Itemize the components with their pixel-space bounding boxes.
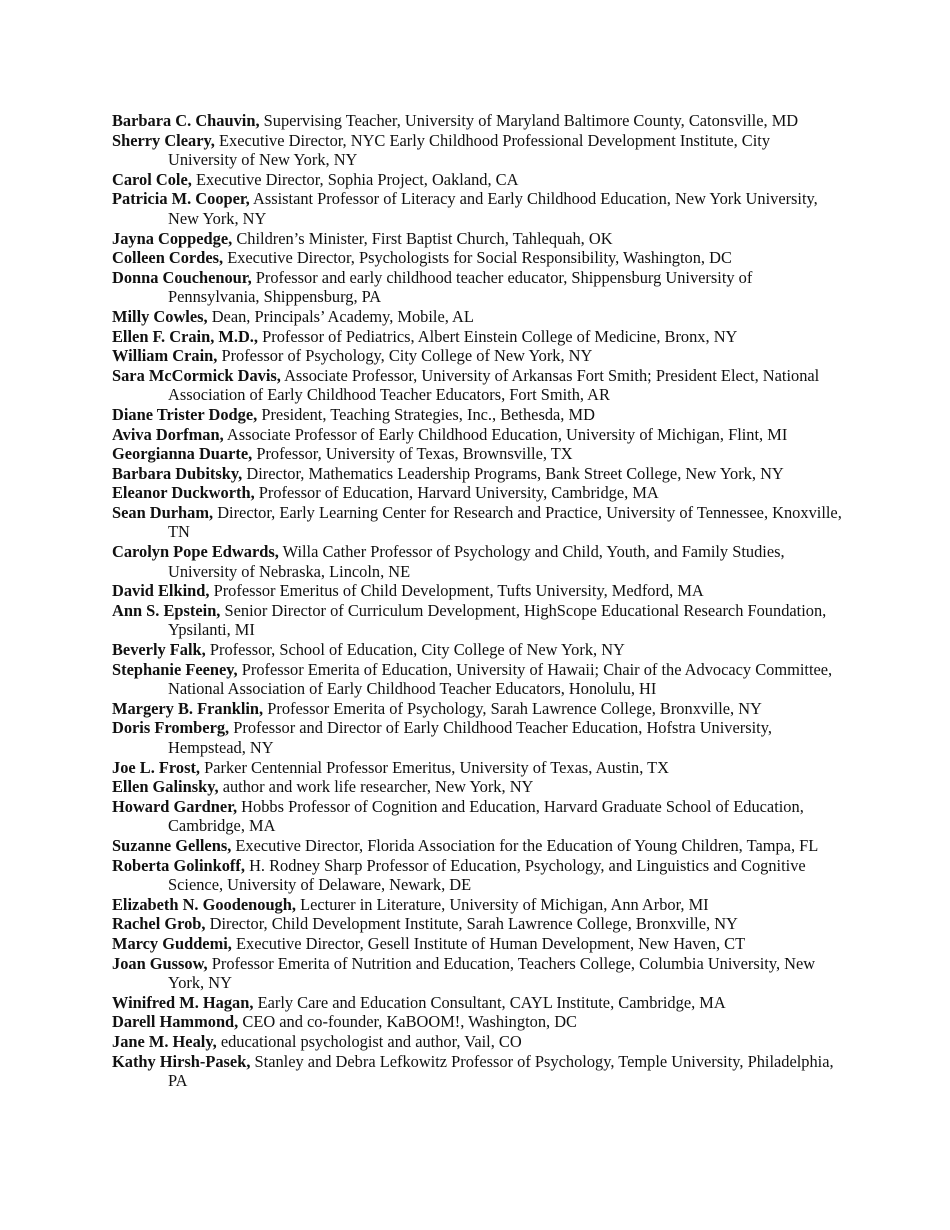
signatory-name: Sherry Cleary, [112, 130, 215, 150]
signatory-entry [112, 268, 842, 307]
signatory-entry [112, 718, 842, 757]
signatory-name: Ellen F. Crain, M.D., [112, 326, 259, 346]
signatory-description: President, Teaching Strategies, Inc., Bethesda, MD [261, 404, 595, 424]
signatory-entry [112, 836, 842, 856]
signatory-entry [112, 1032, 842, 1052]
signatory-name: Eleanor Duckworth, [112, 483, 255, 503]
signatory-entry [112, 640, 842, 660]
signatory-name: Milly Cowles, [112, 306, 208, 326]
signatory-entry [112, 581, 842, 601]
signatory-description: Associate Professor of Early Childhood Education, University of Michigan, Flint, MI [226, 424, 788, 444]
signatory-name: Joan Gussow, [112, 953, 208, 973]
signatory-description: author and work life researcher, New York, NY [222, 777, 534, 797]
signatory-description: Executive Director, Gesell Institute of Human Development, New Haven, CT [236, 933, 746, 953]
signatory-description: Executive Director, Florida Association for the Education of Young Children, Tampa, FL [235, 835, 819, 855]
signatory-name: Rachel Grob, [112, 914, 206, 934]
signatory-name: Sara McCormick Davis, [112, 365, 281, 385]
signatory-name: William Crain, [112, 346, 218, 366]
signatory-description: Professor of Pediatrics, Albert Einstein College of Medicine, Bronx, NY [262, 326, 738, 346]
signatory-entry [112, 993, 842, 1013]
signatory-entry [112, 248, 842, 268]
signatory-description: Senior Director of Curriculum Development, HighScope Educational Research Foundation, Ypsilanti, MI [168, 600, 827, 640]
signatory-name: Suzanne Gellens, [112, 835, 232, 855]
signatory-name: Joe L. Frost, [112, 757, 201, 777]
signatory-description: Parker Centennial Professor Emeritus, University of Texas, Austin, TX [204, 757, 669, 777]
signatory-entry [112, 699, 842, 719]
signatory-entry [112, 914, 842, 934]
signatory-entry [112, 131, 842, 170]
signatory-name: David Elkind, [112, 581, 210, 601]
signatory-entry [112, 464, 842, 484]
signatory-entry [112, 797, 842, 836]
signatory-entry [112, 307, 842, 327]
signatory-description: Professor Emerita of Nutrition and Education, Teachers College, Columbia University, New York, NY [168, 953, 816, 993]
signatory-entry [112, 895, 842, 915]
signatory-description: Professor, University of Texas, Brownsville, TX [256, 444, 573, 464]
signatory-entry [112, 1052, 842, 1091]
signatory-description: Assistant Professor of Literacy and Early Childhood Education, New York University, New York, NY [168, 189, 818, 228]
signatory-name: Aviva Dorfman, [112, 424, 224, 444]
signatory-name: Georgianna Duarte, [112, 444, 253, 464]
signatory-name: Marcy Guddemi, [112, 933, 232, 953]
signatory-entry [112, 758, 842, 778]
signatory-description: Executive Director, Sophia Project, Oakland, CA [195, 169, 519, 189]
signatory-name: Barbara Dubitsky, [112, 463, 243, 483]
signatory-name: Jayna Coppedge, [112, 228, 233, 248]
signatory-description: Executive Director, NYC Early Childhood Professional Development Institute, City University of New York, NY [168, 130, 771, 170]
signatory-entry [112, 954, 842, 993]
signatory-entry [112, 346, 842, 366]
signatory-name: Roberta Golinkoff, [112, 855, 245, 875]
signatory-entry [112, 444, 842, 464]
signatory-name: Colleen Cordes, [112, 248, 224, 268]
signatory-description: Willa Cather Professor of Psychology and Child, Youth, and Family Studies, University of Nebraska, Lincoln, NE [168, 542, 785, 581]
signatory-name: Donna Couchenour, [112, 267, 252, 287]
signatory-description: Professor and Director of Early Childhood Teacher Education, Hofstra University, Hempstead, NY [168, 718, 772, 757]
signatory-name: Ellen Galinsky, [112, 777, 219, 797]
signatory-description: Executive Director, Psychologists for Social Responsibility, Washington, DC [227, 248, 732, 268]
signatory-name: Kathy Hirsh-Pasek, [112, 1051, 251, 1071]
signatory-name: Diane Trister Dodge, [112, 404, 258, 424]
signatory-name: Ann S. Epstein, [112, 600, 221, 620]
signatory-entry [112, 327, 842, 347]
signatory-name: Sean Durham, [112, 502, 214, 522]
signatory-list [112, 111, 842, 1091]
signatory-description: Professor Emeritus of Child Development, Tufts University, Medford, MA [213, 581, 704, 601]
signatory-description: Professor of Education, Harvard University, Cambridge, MA [258, 483, 659, 503]
signatory-name: Barbara C. Chauvin, [112, 111, 260, 130]
signatory-name: Carol Cole, [112, 169, 192, 189]
signatory-entry [112, 366, 842, 405]
signatory-entry [112, 856, 842, 895]
signatory-name: Doris Fromberg, [112, 718, 230, 738]
signatory-name: Elizabeth N. Goodenough, [112, 894, 296, 914]
signatory-name: Stephanie Feeney, [112, 659, 238, 679]
signatory-entry [112, 425, 842, 445]
signatory-entry [112, 483, 842, 503]
signatory-entry [112, 601, 842, 640]
signatory-description: CEO and co-founder, KaBOOM!, Washington, DC [242, 1012, 577, 1032]
signatory-name: Beverly Falk, [112, 640, 206, 660]
signatory-name: Carolyn Pope Edwards, [112, 542, 279, 562]
signatory-entry [112, 170, 842, 190]
signatory-description: Professor Emerita of Education, University of Hawaii; Chair of the Advocacy Committee, National Association of Early Childhood Teacher Educators, Honolulu, HI [168, 659, 833, 699]
signatory-entry [112, 777, 842, 797]
signatory-entry [112, 189, 842, 228]
signatory-description: Director, Mathematics Leadership Programs, Bank Street College, New York, NY [246, 463, 784, 483]
signatory-description: Professor of Psychology, City College of New York, NY [221, 346, 593, 366]
signatory-entry [112, 542, 842, 581]
signatory-description: Professor, School of Education, City College of New York, NY [209, 640, 625, 660]
signatory-description: Early Care and Education Consultant, CAYL Institute, Cambridge, MA [257, 992, 726, 1012]
signatory-name: Winifred M. Hagan, [112, 992, 254, 1012]
signatory-description: Supervising Teacher, University of Maryland Baltimore County, Catonsville, MD [263, 111, 799, 130]
signatory-name: Howard Gardner, [112, 796, 238, 816]
signatory-entry [112, 405, 842, 425]
signatory-description: educational psychologist and author, Vail, CO [220, 1031, 522, 1051]
signatory-entry [112, 660, 842, 699]
signatory-description: Dean, Principals’ Academy, Mobile, AL [211, 306, 474, 326]
signatory-description: Associate Professor, University of Arkansas Fort Smith; President Elect, National Association of Early Childhood Teacher Educators, Fort Smith, AR [168, 365, 820, 405]
signatory-name: Darell Hammond, [112, 1012, 239, 1032]
signatory-description: Stanley and Debra Lefkowitz Professor of Psychology, Temple University, Philadelphia, PA [168, 1051, 834, 1091]
signatory-description: Professor and early childhood teacher educator, Shippensburg University of Pennsylvania, Shippensburg, PA [168, 267, 753, 307]
signatory-entry [112, 1012, 842, 1032]
signatory-description: Children’s Minister, First Baptist Church, Tahlequah, OK [236, 228, 613, 248]
signatory-name: Margery B. Franklin, [112, 698, 264, 718]
signatory-description: Lecturer in Literature, University of Michigan, Ann Arbor, MI [300, 894, 709, 914]
signatory-description: Director, Child Development Institute, Sarah Lawrence College, Bronxville, NY [209, 914, 738, 934]
signatory-name: Jane M. Healy, [112, 1031, 217, 1051]
signatory-entry [112, 111, 842, 131]
signatory-entry [112, 934, 842, 954]
signatory-description: Professor Emerita of Psychology, Sarah Lawrence College, Bronxville, NY [267, 698, 762, 718]
signatory-description: Hobbs Professor of Cognition and Education, Harvard Graduate School of Education, Cambridge, MA [168, 796, 804, 836]
signatory-description: Director, Early Learning Center for Research and Practice, University of Tennessee, Knoxville, TN [168, 502, 842, 542]
signatory-name: Patricia M. Cooper, [112, 189, 250, 209]
signatory-entry [112, 229, 842, 249]
signatory-description: H. Rodney Sharp Professor of Education, Psychology, and Linguistics and Cognitive Science, University of Delaware, Newark, DE [168, 855, 806, 895]
signatory-entry [112, 503, 842, 542]
